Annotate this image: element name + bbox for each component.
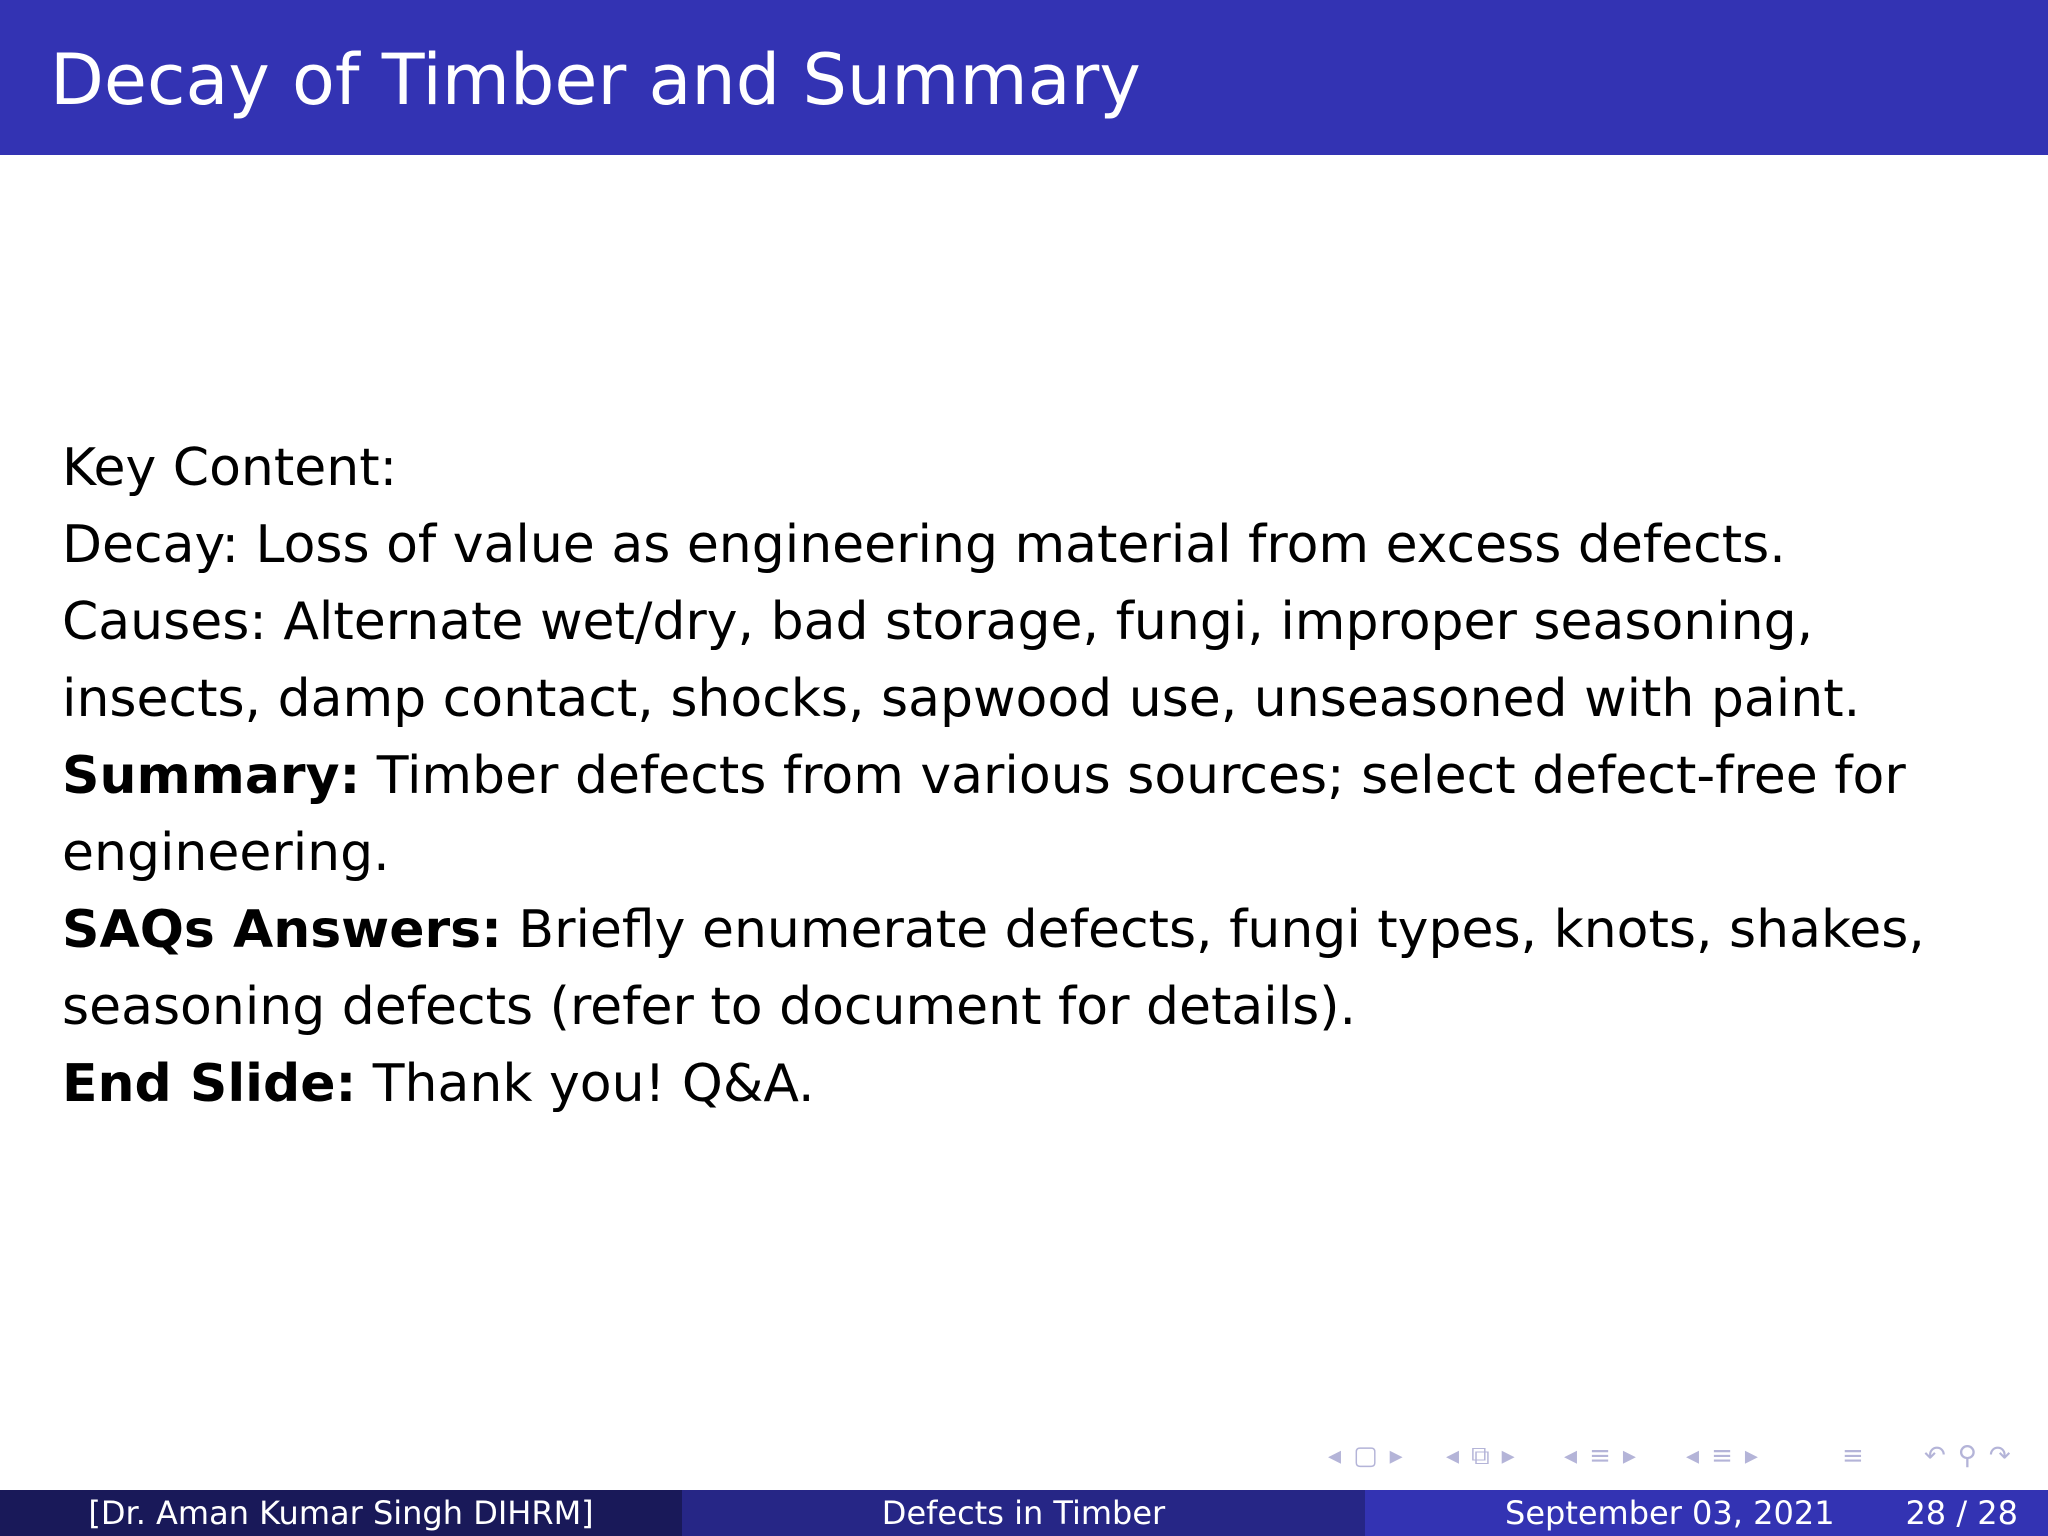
- footer-short-title: Defects in Timber: [682, 1490, 1365, 1536]
- arrow-right-icon[interactable]: ▸: [1501, 1441, 1515, 1471]
- search-icon[interactable]: ⚲: [1957, 1441, 1977, 1471]
- arrow-right-icon[interactable]: ▸: [1389, 1441, 1403, 1471]
- summary-paragraph: [62, 738, 2002, 892]
- summary-label: Summary:: [62, 746, 361, 806]
- slide-content: [62, 430, 2002, 1123]
- footer-date-page: [1365, 1490, 2048, 1536]
- footer-author: [Dr. Aman Kumar Singh DIHRM]: [0, 1490, 682, 1536]
- subsection-icon[interactable]: ⧉: [1471, 1441, 1490, 1471]
- section-icon[interactable]: ≡: [1589, 1441, 1611, 1471]
- key-content-label: Key Content:: [62, 438, 398, 498]
- decay-paragraph: Decay: Loss of value as engineering material from excess defects. Causes: Alternate wet/dry, bad storage, fungi, improper seasoning, insects, damp contact, shocks, sapwood use, unseasoned with paint.: [62, 515, 1861, 729]
- footer-date: September 03, 2021: [1505, 1494, 1835, 1532]
- title-bar: [0, 0, 2048, 155]
- arrow-right-icon[interactable]: ▸: [1744, 1441, 1758, 1471]
- nav-section-group: [1558, 1438, 1642, 1474]
- nav-document-group: [1680, 1438, 1764, 1474]
- arrow-left-icon[interactable]: ◂: [1564, 1441, 1578, 1471]
- footer-page-number: 28 / 28: [1905, 1494, 2018, 1532]
- footer: [0, 1490, 2048, 1536]
- end-slide-label: End Slide:: [62, 1054, 357, 1114]
- nav-subsection-group: [1440, 1438, 1521, 1474]
- arrow-right-icon[interactable]: ▸: [1622, 1441, 1636, 1471]
- nav-search-group: [1918, 1438, 2017, 1474]
- nav-frame-group: [1322, 1438, 1409, 1474]
- summary-text: Timber defects from various sources; select defect-free for engineering.: [62, 746, 1906, 883]
- arrow-left-icon[interactable]: ◂: [1446, 1441, 1460, 1471]
- arrow-left-icon[interactable]: ◂: [1328, 1441, 1342, 1471]
- saqs-text: Briefly enumerate defects, fungi types, knots, shakes, seasoning defects (refer to document for details).: [62, 900, 1925, 1037]
- list-icon[interactable]: ≡: [1711, 1441, 1733, 1471]
- align-icon[interactable]: ≡: [1842, 1441, 1864, 1471]
- saqs-paragraph: [62, 892, 2002, 1046]
- redo-icon[interactable]: ↷: [1988, 1441, 2011, 1471]
- nav-align-group: [1836, 1438, 1870, 1474]
- slide-title: Decay of Timber and Summary: [50, 39, 1141, 121]
- arrow-left-icon[interactable]: ◂: [1686, 1441, 1700, 1471]
- end-slide-text: Thank you! Q&A.: [356, 1054, 815, 1114]
- end-slide-paragraph: [62, 1046, 2002, 1123]
- frame-icon[interactable]: ▢: [1353, 1441, 1378, 1471]
- undo-icon[interactable]: ↶: [1924, 1441, 1946, 1471]
- saqs-label: SAQs Answers:: [62, 900, 502, 960]
